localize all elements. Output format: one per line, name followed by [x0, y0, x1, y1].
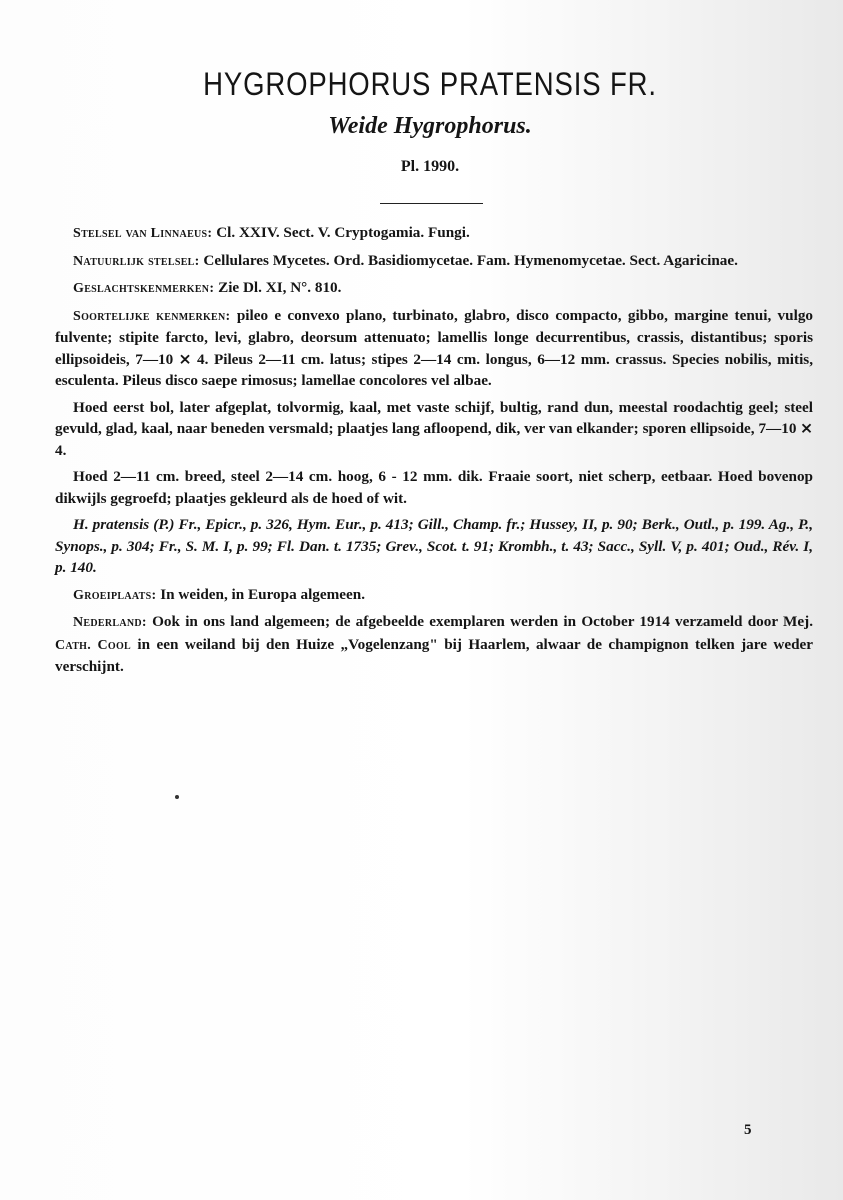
- geslacht-label: Geslachtskenmerken:: [73, 281, 215, 296]
- page-title: HYGROPHORUS PRATENSIS FR.: [203, 66, 657, 102]
- soort-label: Soortelijke kenmerken:: [73, 308, 231, 324]
- groeiplaats-text: In weiden, in Europa algemeen.: [156, 585, 366, 603]
- groeiplaats-paragraph: [55, 584, 813, 607]
- nederland-text-b: in een weiland bij den Huize „Vogelenzang" bij Haarlem, alwaar de champignon telken jare weder verschijnt.: [55, 635, 813, 675]
- linnaeus-text: Cl. XXIV. Sect. V. Cryptogamia. Fungi.: [212, 224, 470, 241]
- soort-paragraph: [55, 305, 813, 392]
- page-number: 5: [744, 1122, 752, 1138]
- page-subtitle: Weide Hygrophorus.: [328, 113, 532, 139]
- soort-text: pileo e convexo plano, turbinato, glabro, disco compacto, gibbo, margine tenui, vulgo fulvente; stipite farcto, levi, glabro, deorsum attenuato; lamellis longe decurrentibus, crassis, distantibus; sporis ellipsoideis, 7—10 ⨯ 4. Pileus 2—11 cm. latus; stipes 2—14 cm. longus, 6—12 mm. crassus. Species nobilis, mitis, esculenta. Pileus disco saepe rimosus; lamellae concolores vel albae.: [55, 306, 814, 389]
- hoed-paragraph-1: Hoed eerst bol, later afgeplat, tolvormig, kaal, met vaste schijf, bultig, rand dun, meestal roodachtig geel; steel gevuld, glad, kaal, naar beneden versmald; plaatjes lang afloopend, dik, ver van elkander; sporen ellipsoide, 7—10 ⨯ 4.: [55, 398, 813, 459]
- linnaeus-paragraph: [55, 222, 813, 245]
- geslacht-text: Zie Dl. XI, N°. 810.: [214, 279, 342, 296]
- description-body: [55, 222, 813, 683]
- hoed-paragraph-2: Hoed 2—11 cm. breed, steel 2—14 cm. hoog, 6 - 12 mm. dik. Fraaie soort, niet scherp, eetbaar. Hoed bovenop dikwijls gegroefd; plaatjes gekleurd als de hoed of wit.: [55, 468, 813, 507]
- nederland-paragraph: [55, 611, 813, 678]
- natuurlijk-label: Natuurlijk stelsel:: [73, 253, 200, 269]
- nederland-label: Nederland:: [73, 615, 147, 630]
- natuurlijk-text: Cellulares Mycetes. Ord. Basidiomycetae. Fam. Hymenomycetae. Sect. Agaricinae.: [199, 251, 738, 269]
- collector-name: Cath. Cool: [55, 637, 131, 653]
- linnaeus-label: Stelsel van Linnaeus:: [73, 226, 213, 241]
- plate-number: Pl. 1990.: [400, 158, 460, 175]
- references-paragraph: H. pratensis (P.) Fr., Epicr., p. 326, Hym. Eur., p. 413; Gill., Champ. fr.; Hussey, II, p. 90; Berk., Outl., p. 199. Ag., P., Synops., p. 304; Fr., S. M. I, p. 99; Fl. Dan. t. 1735; Grev., Scot. t. 91; Krombh., t. 43; Sacc., Syll. V, p. 401; Oud., Rév. I, p. 140.: [55, 516, 813, 576]
- ink-speck: [175, 795, 179, 799]
- natuurlijk-paragraph: [55, 250, 813, 273]
- nederland-text-a: Ook in ons land algemeen; de afgebeelde exemplaren werden in October 1914 verzameld door Mej.: [146, 613, 813, 630]
- groeiplaats-label: Groeiplaats:: [73, 587, 157, 603]
- title-divider: [380, 203, 483, 204]
- geslacht-paragraph: [55, 277, 813, 300]
